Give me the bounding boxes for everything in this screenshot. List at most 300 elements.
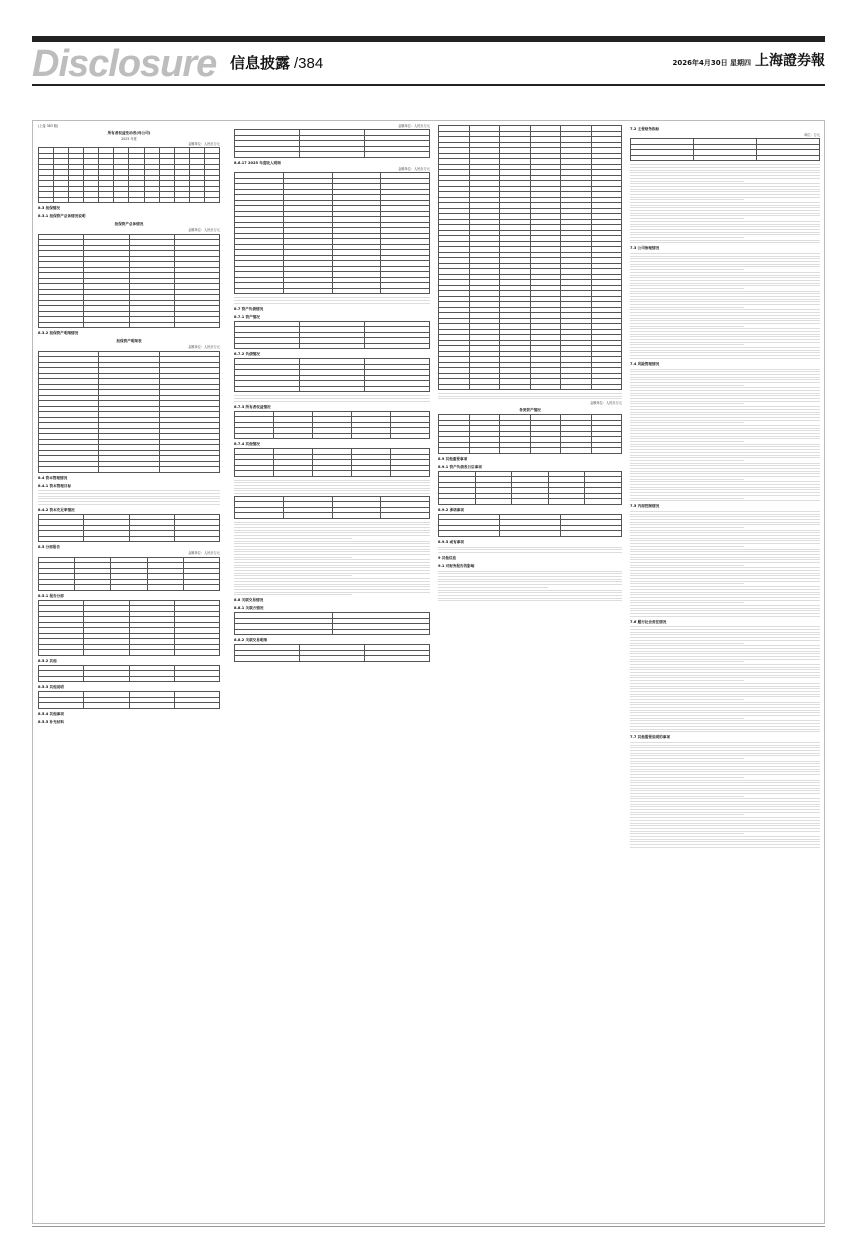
section-heading: 8.4 资本管理情况 bbox=[38, 475, 68, 480]
table-cell bbox=[512, 499, 549, 505]
text-line bbox=[630, 532, 820, 533]
text-line bbox=[630, 334, 820, 335]
text-line bbox=[630, 780, 820, 781]
table-row bbox=[235, 288, 430, 294]
text-line bbox=[630, 256, 820, 257]
text-line bbox=[630, 401, 820, 402]
table-cell bbox=[332, 513, 381, 519]
text-line bbox=[630, 355, 820, 356]
table-cell bbox=[114, 197, 129, 203]
text-line bbox=[630, 594, 820, 595]
text-line bbox=[630, 452, 820, 453]
text-line bbox=[630, 352, 820, 353]
text-line bbox=[630, 385, 744, 386]
table-cell bbox=[235, 343, 300, 349]
table-unit: 金额单位：人民币万元 bbox=[590, 401, 622, 406]
table-cell bbox=[235, 433, 274, 439]
text-line bbox=[630, 742, 820, 743]
body-text bbox=[630, 626, 820, 732]
section-heading: 7.7 其他需要说明的事项 bbox=[630, 735, 670, 740]
table-row bbox=[235, 343, 430, 349]
text-line bbox=[630, 801, 820, 802]
text-line bbox=[630, 511, 820, 512]
body-text bbox=[630, 369, 820, 502]
text-line bbox=[630, 530, 820, 531]
table-cell bbox=[39, 197, 54, 203]
text-line bbox=[234, 565, 430, 566]
other-detail-table bbox=[234, 448, 430, 477]
table-cell bbox=[174, 650, 219, 656]
text-line bbox=[630, 704, 820, 705]
text-line bbox=[438, 576, 622, 577]
table-cell bbox=[500, 384, 531, 390]
text-line bbox=[630, 473, 820, 474]
text-line bbox=[630, 680, 744, 681]
text-line bbox=[630, 522, 820, 523]
liability-table bbox=[234, 358, 430, 392]
table-cell bbox=[129, 197, 144, 203]
text-line bbox=[630, 258, 820, 259]
text-line bbox=[630, 264, 820, 265]
table-cell bbox=[159, 467, 219, 473]
table-row bbox=[39, 650, 220, 656]
text-line bbox=[630, 540, 820, 541]
table-cell bbox=[235, 513, 284, 519]
section-heading: 8.7.3 所有者权益情况 bbox=[234, 404, 271, 409]
section-heading: 8.4.1 资本管理目标 bbox=[38, 483, 72, 488]
text-line bbox=[630, 498, 744, 499]
guarantee-table bbox=[38, 234, 220, 329]
text-line bbox=[630, 242, 820, 243]
text-line bbox=[630, 205, 820, 206]
column-3 bbox=[438, 124, 622, 1218]
section-title bbox=[230, 52, 323, 73]
table-unit: 金额单位：人民币万元 bbox=[188, 551, 220, 556]
text-line bbox=[630, 549, 820, 550]
text-line bbox=[630, 694, 820, 695]
table-cell bbox=[300, 343, 365, 349]
text-line bbox=[630, 232, 820, 233]
text-line bbox=[630, 538, 820, 539]
body-text bbox=[630, 164, 820, 243]
text-line bbox=[630, 785, 820, 786]
text-line bbox=[630, 632, 820, 633]
table-unit: 金额单位：人民币万元 bbox=[398, 166, 430, 171]
text-line bbox=[630, 406, 820, 407]
text-line bbox=[630, 664, 820, 665]
text-line bbox=[630, 430, 820, 431]
text-line bbox=[630, 457, 820, 458]
text-line bbox=[630, 468, 820, 469]
text-line bbox=[630, 293, 820, 294]
text-line bbox=[630, 581, 820, 582]
brand-logo: Disclosure bbox=[32, 43, 217, 85]
text-line bbox=[234, 594, 352, 595]
table-cell bbox=[694, 155, 757, 161]
text-line bbox=[630, 328, 820, 329]
body-text bbox=[438, 393, 622, 399]
table-row bbox=[235, 386, 430, 392]
section-heading: 8.4.2 资本充足率情况 bbox=[38, 507, 75, 512]
table-cell bbox=[129, 650, 174, 656]
text-line bbox=[438, 552, 622, 553]
table-cell bbox=[561, 531, 622, 537]
text-line bbox=[630, 210, 820, 211]
table-cell bbox=[99, 197, 114, 203]
body-text bbox=[630, 742, 820, 848]
guarantee-detail-table bbox=[38, 351, 220, 473]
table-title: 担保资产总体情况 bbox=[114, 222, 144, 227]
text-line bbox=[630, 640, 820, 641]
table-cell bbox=[561, 448, 592, 454]
text-line bbox=[438, 584, 622, 585]
text-line bbox=[630, 656, 820, 657]
body-text bbox=[630, 511, 820, 617]
section-heading: 9.1 对财务报告的影响 bbox=[438, 564, 475, 569]
text-line bbox=[630, 495, 820, 496]
continuation-note: (上接 383 版) bbox=[38, 124, 59, 128]
text-line bbox=[630, 226, 820, 227]
text-line bbox=[630, 280, 820, 281]
text-line bbox=[234, 570, 430, 571]
table-cell bbox=[283, 513, 332, 519]
table-cell bbox=[111, 585, 147, 591]
text-line bbox=[630, 446, 820, 447]
text-line bbox=[630, 546, 744, 547]
table-cell bbox=[129, 322, 174, 328]
text-line bbox=[234, 522, 430, 523]
text-line bbox=[38, 496, 220, 497]
text-line bbox=[630, 597, 820, 598]
table-unit: 金额单位：人民币万元 bbox=[188, 228, 220, 233]
section-name: 信息披露 bbox=[230, 54, 291, 72]
table-cell bbox=[235, 152, 300, 158]
text-line bbox=[234, 554, 430, 555]
text-line bbox=[630, 479, 744, 480]
text-line bbox=[630, 194, 820, 195]
text-line bbox=[630, 575, 820, 576]
text-line bbox=[630, 275, 820, 276]
commitment-table bbox=[438, 514, 622, 537]
text-line bbox=[630, 833, 744, 834]
text-line bbox=[630, 377, 820, 378]
table-row bbox=[235, 656, 430, 662]
text-line bbox=[630, 583, 744, 584]
text-line bbox=[630, 718, 744, 719]
text-line bbox=[234, 559, 430, 560]
table-cell bbox=[391, 471, 430, 477]
page-number: /384 bbox=[294, 55, 324, 72]
text-line bbox=[234, 589, 430, 590]
table-row bbox=[39, 536, 220, 542]
text-line bbox=[234, 524, 430, 525]
text-line bbox=[630, 318, 820, 319]
text-line bbox=[630, 726, 820, 727]
section-heading: 8.7.2 负债情况 bbox=[234, 352, 260, 357]
section-heading: 8.6.17 2025 年度收入明细 bbox=[234, 160, 281, 165]
text-line bbox=[630, 589, 820, 590]
text-line bbox=[234, 493, 430, 494]
text-line bbox=[630, 489, 820, 490]
text-line bbox=[630, 723, 820, 724]
text-line bbox=[630, 702, 820, 703]
text-line bbox=[630, 731, 820, 732]
text-line bbox=[630, 344, 744, 345]
table-title: 各类资产情况 bbox=[519, 408, 541, 413]
text-line bbox=[630, 422, 744, 423]
table-cell bbox=[174, 197, 189, 203]
text-line bbox=[630, 809, 820, 810]
text-line bbox=[630, 667, 820, 668]
text-line bbox=[630, 814, 744, 815]
text-line bbox=[38, 490, 220, 491]
text-line bbox=[630, 312, 820, 313]
section-heading: 8.5.4 其他事项 bbox=[38, 711, 64, 716]
text-line bbox=[630, 637, 820, 638]
text-line bbox=[630, 382, 820, 383]
text-line bbox=[438, 571, 622, 572]
table-cell bbox=[235, 656, 300, 662]
text-line bbox=[630, 516, 820, 517]
segment-table bbox=[38, 557, 220, 591]
text-line bbox=[234, 395, 430, 396]
text-line bbox=[630, 839, 820, 840]
text-line bbox=[630, 562, 820, 563]
text-line bbox=[630, 481, 820, 482]
table-cell bbox=[174, 703, 219, 709]
table-cell bbox=[283, 288, 332, 294]
table-unit: 金额单位：人民币万元 bbox=[188, 345, 220, 350]
text-line bbox=[234, 586, 430, 587]
text-line bbox=[630, 524, 820, 525]
text-line bbox=[630, 403, 744, 404]
text-line bbox=[630, 820, 820, 821]
text-line bbox=[234, 567, 430, 568]
text-line bbox=[630, 686, 820, 687]
text-line bbox=[38, 504, 220, 505]
table-cell bbox=[300, 152, 365, 158]
table-cell bbox=[144, 197, 159, 203]
text-line bbox=[630, 463, 820, 464]
text-line bbox=[630, 183, 820, 184]
text-line bbox=[438, 581, 622, 582]
text-line bbox=[630, 763, 820, 764]
text-line bbox=[234, 490, 430, 491]
text-line bbox=[630, 527, 744, 528]
text-line bbox=[630, 774, 820, 775]
text-line bbox=[630, 610, 820, 611]
text-line bbox=[630, 616, 820, 617]
text-line bbox=[630, 688, 820, 689]
text-line bbox=[630, 729, 820, 730]
text-line bbox=[630, 841, 820, 842]
text-line bbox=[630, 288, 744, 289]
text-line bbox=[630, 777, 744, 778]
text-line bbox=[630, 455, 820, 456]
text-line bbox=[630, 387, 820, 388]
text-line bbox=[630, 645, 820, 646]
text-line bbox=[630, 683, 820, 684]
table-cell bbox=[39, 650, 84, 656]
table-cell bbox=[84, 703, 129, 709]
text-line bbox=[630, 409, 820, 410]
text-line bbox=[630, 237, 744, 238]
table-cell bbox=[548, 499, 585, 505]
text-line bbox=[630, 215, 820, 216]
table-cell bbox=[500, 531, 561, 537]
section-heading: 8.5.5 补充材料 bbox=[38, 719, 64, 724]
text-line bbox=[630, 371, 820, 372]
text-line bbox=[438, 573, 622, 574]
text-line bbox=[630, 699, 744, 700]
text-line bbox=[630, 323, 820, 324]
table-cell bbox=[84, 676, 129, 682]
table-cell bbox=[365, 656, 430, 662]
table-title: 担保资产明细表 bbox=[116, 339, 142, 344]
table-cell bbox=[39, 585, 75, 591]
text-line bbox=[630, 551, 820, 552]
note-table bbox=[38, 691, 220, 709]
text-line bbox=[630, 390, 820, 391]
text-line bbox=[630, 755, 820, 756]
section-heading: 8.5.3 其他说明 bbox=[38, 685, 64, 690]
table-row bbox=[439, 384, 622, 390]
section-heading: 8.9.2 承诺事项 bbox=[438, 507, 464, 512]
text-line bbox=[630, 492, 820, 493]
text-line bbox=[234, 575, 352, 576]
related-tx-table bbox=[234, 644, 430, 662]
table-cell bbox=[183, 585, 219, 591]
text-line bbox=[438, 547, 622, 548]
body-text bbox=[234, 522, 430, 596]
text-line bbox=[630, 395, 820, 396]
text-line bbox=[630, 661, 744, 662]
text-line bbox=[630, 299, 820, 300]
table-cell bbox=[381, 513, 430, 519]
text-line bbox=[630, 191, 820, 192]
text-line bbox=[234, 549, 430, 550]
text-line bbox=[630, 272, 820, 273]
table-cell bbox=[84, 536, 129, 542]
indicator-table bbox=[630, 138, 820, 161]
small-table bbox=[234, 129, 430, 158]
text-line bbox=[234, 485, 430, 486]
text-line bbox=[630, 234, 820, 235]
text-line bbox=[234, 538, 352, 539]
text-line bbox=[234, 535, 430, 536]
table-cell bbox=[75, 585, 111, 591]
table-row bbox=[235, 152, 430, 158]
text-line bbox=[630, 167, 820, 168]
text-line bbox=[630, 707, 820, 708]
text-line bbox=[630, 414, 820, 415]
text-line bbox=[630, 170, 820, 171]
text-line bbox=[234, 562, 430, 563]
table-cell bbox=[332, 288, 381, 294]
text-line bbox=[630, 672, 820, 673]
table-cell bbox=[381, 288, 430, 294]
table-cell bbox=[39, 703, 84, 709]
text-line bbox=[630, 277, 820, 278]
table-row bbox=[39, 197, 220, 203]
text-line bbox=[234, 541, 430, 542]
table-cell bbox=[439, 499, 476, 505]
text-line bbox=[630, 358, 820, 359]
text-line bbox=[630, 836, 820, 837]
text-line bbox=[630, 213, 820, 214]
text-line bbox=[630, 643, 744, 644]
table-cell bbox=[129, 536, 174, 542]
table-cell bbox=[129, 703, 174, 709]
text-line bbox=[630, 812, 820, 813]
table-cell bbox=[39, 322, 84, 328]
text-line bbox=[630, 613, 820, 614]
table-cell bbox=[69, 197, 84, 203]
text-line bbox=[630, 823, 820, 824]
text-line bbox=[630, 309, 820, 310]
text-line bbox=[630, 675, 820, 676]
text-line bbox=[630, 798, 820, 799]
table-cell bbox=[235, 288, 284, 294]
table-row bbox=[439, 531, 622, 537]
text-line bbox=[630, 769, 820, 770]
large-detail-table bbox=[438, 125, 622, 390]
text-line bbox=[630, 178, 820, 179]
table-cell bbox=[147, 585, 183, 591]
section-heading: 8.9.3 或有事项 bbox=[438, 539, 464, 544]
section-heading: 7.6 履行社会责任情况 bbox=[630, 619, 667, 624]
text-line bbox=[630, 817, 820, 818]
text-line bbox=[630, 342, 820, 343]
section-heading: 8.3 担保情况 bbox=[38, 206, 60, 211]
text-line bbox=[630, 677, 820, 678]
text-line bbox=[630, 793, 820, 794]
equity-table bbox=[38, 147, 220, 203]
section-heading: 7.3 公司治理情况 bbox=[630, 246, 660, 251]
text-line bbox=[630, 766, 820, 767]
text-line bbox=[630, 285, 820, 286]
table-row bbox=[439, 448, 622, 454]
text-line bbox=[234, 398, 430, 399]
text-line bbox=[38, 498, 220, 499]
text-line bbox=[630, 557, 820, 558]
text-line bbox=[438, 600, 622, 601]
text-line bbox=[630, 554, 820, 555]
section-heading: 8.8 关联交易情况 bbox=[234, 598, 264, 603]
text-line bbox=[630, 651, 820, 652]
section-heading: 8.9.1 资产负债表日后事项 bbox=[438, 464, 482, 469]
section-heading: 8.7.4 其他情况 bbox=[234, 442, 260, 447]
table-cell bbox=[54, 197, 69, 203]
text-line bbox=[630, 218, 744, 219]
text-line bbox=[630, 828, 820, 829]
text-line bbox=[630, 369, 820, 370]
table-cell bbox=[313, 471, 352, 477]
text-line bbox=[234, 557, 352, 558]
table-cell bbox=[530, 448, 561, 454]
text-line bbox=[630, 175, 820, 176]
section-heading: 8.9 其他重要事项 bbox=[438, 456, 468, 461]
text-line bbox=[630, 301, 820, 302]
equity-detail-table bbox=[234, 411, 430, 440]
text-line bbox=[630, 559, 820, 560]
table-cell bbox=[129, 676, 174, 682]
text-line bbox=[630, 476, 820, 477]
text-line bbox=[630, 471, 820, 472]
table-cell bbox=[365, 343, 430, 349]
section-heading: 9 其他信息 bbox=[438, 556, 457, 561]
text-line bbox=[630, 207, 820, 208]
